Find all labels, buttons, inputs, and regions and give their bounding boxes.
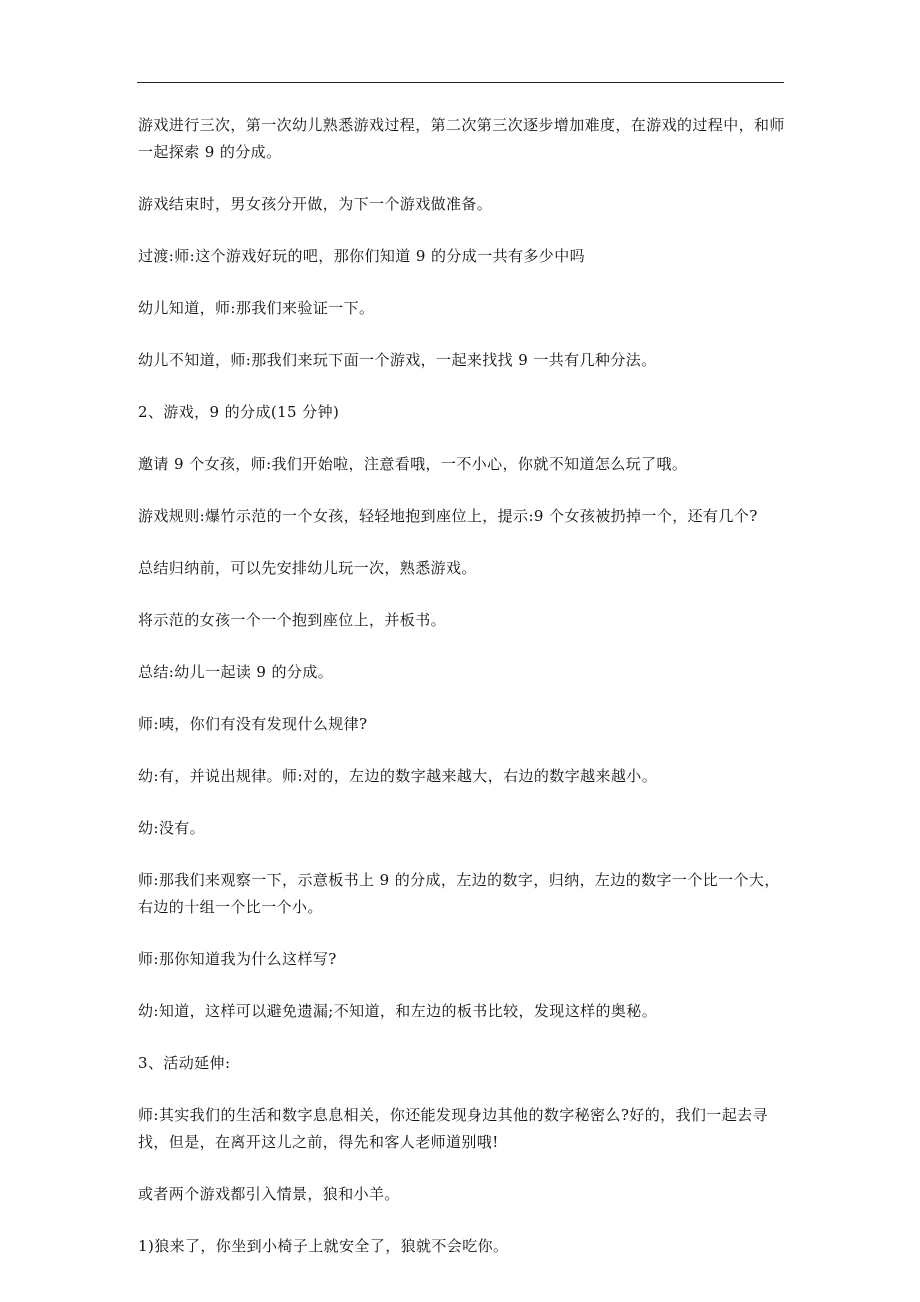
paragraph-10: 将示范的女孩一个一个抱到座位上，并板书。 — [138, 611, 447, 629]
paragraph-19: 师:其实我们的生活和数字息息相关，你还能发现身边其他的数字秘密么?好的，我们一起去寻找，但是，在离开这儿之前，得先和客人老师道别哦! — [138, 1106, 768, 1151]
paragraph-21: 1)狼来了，你坐到小椅子上就安全了，狼就不会吃你。 — [138, 1237, 509, 1255]
paragraph-2: 游戏结束时，男女孩分开做，为下一个游戏做准备。 — [138, 195, 493, 213]
header-rule — [137, 82, 784, 83]
paragraph-16: 师:那你知道我为什么这样写? — [138, 950, 337, 968]
paragraph-1: 游戏进行三次，第一次幼儿熟悉游戏过程，第二次第三次逐步增加难度，在游戏的过程中，和师一起探索 9 的分成。 — [138, 116, 785, 161]
paragraph-3: 过渡:师:这个游戏好玩的吧，那你们知道 9 的分成一共有多少中吗 — [138, 247, 585, 265]
paragraph-5: 幼儿不知道，师:那我们来玩下面一个游戏，一起来找找 9 一共有几种分法。 — [138, 351, 657, 369]
section-heading-3: 3、活动延伸: — [138, 1054, 231, 1072]
paragraph-9: 总结归纳前，可以先安排幼儿玩一次，熟悉游戏。 — [138, 559, 477, 577]
paragraph-11: 总结:幼儿一起读 9 的分成。 — [138, 663, 334, 681]
paragraph-4: 幼儿知道，师:那我们来验证一下。 — [138, 299, 375, 317]
section-heading-2: 2、游戏，9 的分成(15 分钟) — [138, 403, 340, 421]
paragraph-8: 游戏规则:爆竹示范的一个女孩，轻轻地抱到座位上，提示:9 个女孩被扔掉一个，还有几个? — [138, 507, 758, 525]
paragraph-17: 幼:知道，这样可以避免遗漏;不知道，和左边的板书比较，发现这样的奥秘。 — [138, 1002, 658, 1020]
paragraph-14: 幼:没有。 — [138, 819, 206, 837]
paragraph-7: 邀请 9 个女孩，师:我们开始啦，注意看哦，一不小心，你就不知道怎么玩了哦。 — [138, 455, 688, 473]
document-body — [138, 112, 788, 1285]
paragraph-13: 幼:有，并说出规律。师:对的，左边的数字越来越大，右边的数字越来越小。 — [138, 767, 658, 785]
paragraph-12: 师:咦，你们有没有发现什么规律? — [138, 715, 368, 733]
paragraph-15: 师:那我们来观察一下，示意板书上 9 的分成，左边的数字，归纳，左边的数字一个比一个大，右边的十组一个比一个小。 — [138, 871, 780, 916]
paragraph-20: 或者两个游戏都引入情景，狼和小羊。 — [138, 1185, 400, 1203]
